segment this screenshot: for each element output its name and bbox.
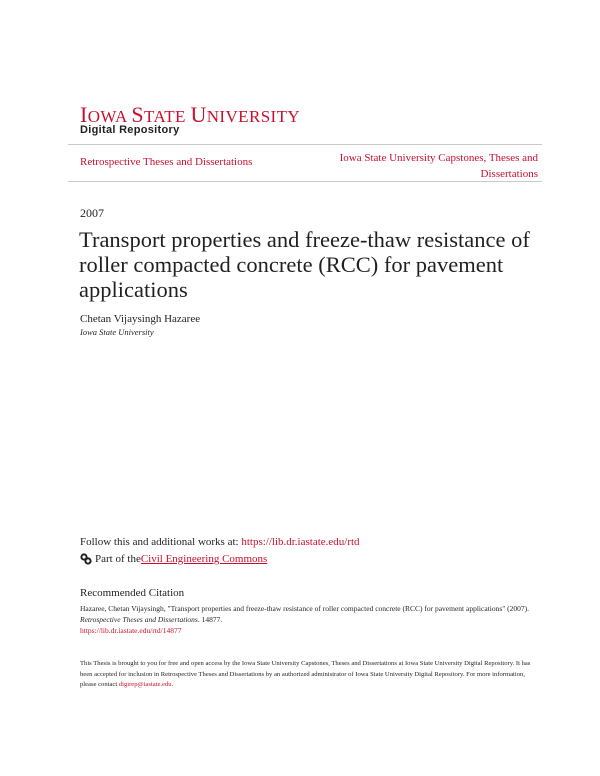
rtd-collection-link[interactable]: https://lib.dr.iastate.edu/rtd bbox=[241, 536, 360, 548]
logo-letter: I bbox=[80, 102, 88, 127]
header-divider-top bbox=[68, 144, 542, 145]
logo-letter: U bbox=[190, 102, 207, 127]
contact-email-link[interactable]: digirep@iastate.edu bbox=[118, 681, 172, 688]
bepress-commons-icon bbox=[80, 553, 92, 565]
collection-link-retrospective[interactable]: Retrospective Theses and Dissertations bbox=[80, 156, 253, 168]
recommended-citation-heading: Recommended Citation bbox=[80, 587, 185, 599]
citation-url-link[interactable]: https://lib.dr.iastate.edu/rtd/14877 bbox=[80, 626, 182, 635]
logo-text-part: NIVERSITY bbox=[206, 107, 301, 126]
civil-engineering-commons-link[interactable]: Civil Engineering Commons bbox=[140, 553, 268, 565]
citation-text bbox=[80, 603, 530, 636]
author-name: Chetan Vijaysingh Hazaree bbox=[80, 313, 201, 325]
collection-link-capstones[interactable]: Iowa State University Capstones, Theses and Dissertations bbox=[339, 152, 538, 180]
logo-text-part: TATE bbox=[144, 107, 191, 126]
document-title: Transport properties and freeze-thaw resistance of roller compacted concrete (RCC) for pavement applications bbox=[79, 227, 530, 302]
header-divider-bottom bbox=[68, 181, 542, 182]
digital-repository-label: Digital Repository bbox=[80, 124, 180, 136]
citation-series: Retrospective Theses and Dissertations bbox=[80, 615, 198, 624]
notice-text: This Thesis is brought to you for free and open access by the Iowa State University Capstones, Theses and Dissertations at Iowa State University Digital Repository. It has been accepted for inclusion in Retrospective Theses and Dissertations by an authorized administrator of Iowa State University Digital Repository. For more information, please contact bbox=[80, 660, 531, 688]
follow-works-line bbox=[80, 536, 360, 548]
follow-label: Follow this and additional works at: bbox=[80, 536, 242, 548]
citation-main: Hazaree, Chetan Vijaysingh, "Transport properties and freeze-thaw resistance of roller compacted concrete (RCC) for pavement applications" (2007). bbox=[80, 604, 530, 613]
publication-year: 2007 bbox=[80, 206, 104, 220]
notice-end: . bbox=[171, 681, 174, 688]
author-affiliation: Iowa State University bbox=[80, 327, 154, 337]
access-notice bbox=[80, 659, 536, 691]
citation-number: . 14877. bbox=[197, 615, 223, 624]
part-of-label: Part of the bbox=[95, 553, 141, 565]
logo-letter: S bbox=[131, 102, 145, 127]
logo-text-part: OWA bbox=[87, 107, 132, 126]
part-of-line bbox=[80, 553, 267, 565]
